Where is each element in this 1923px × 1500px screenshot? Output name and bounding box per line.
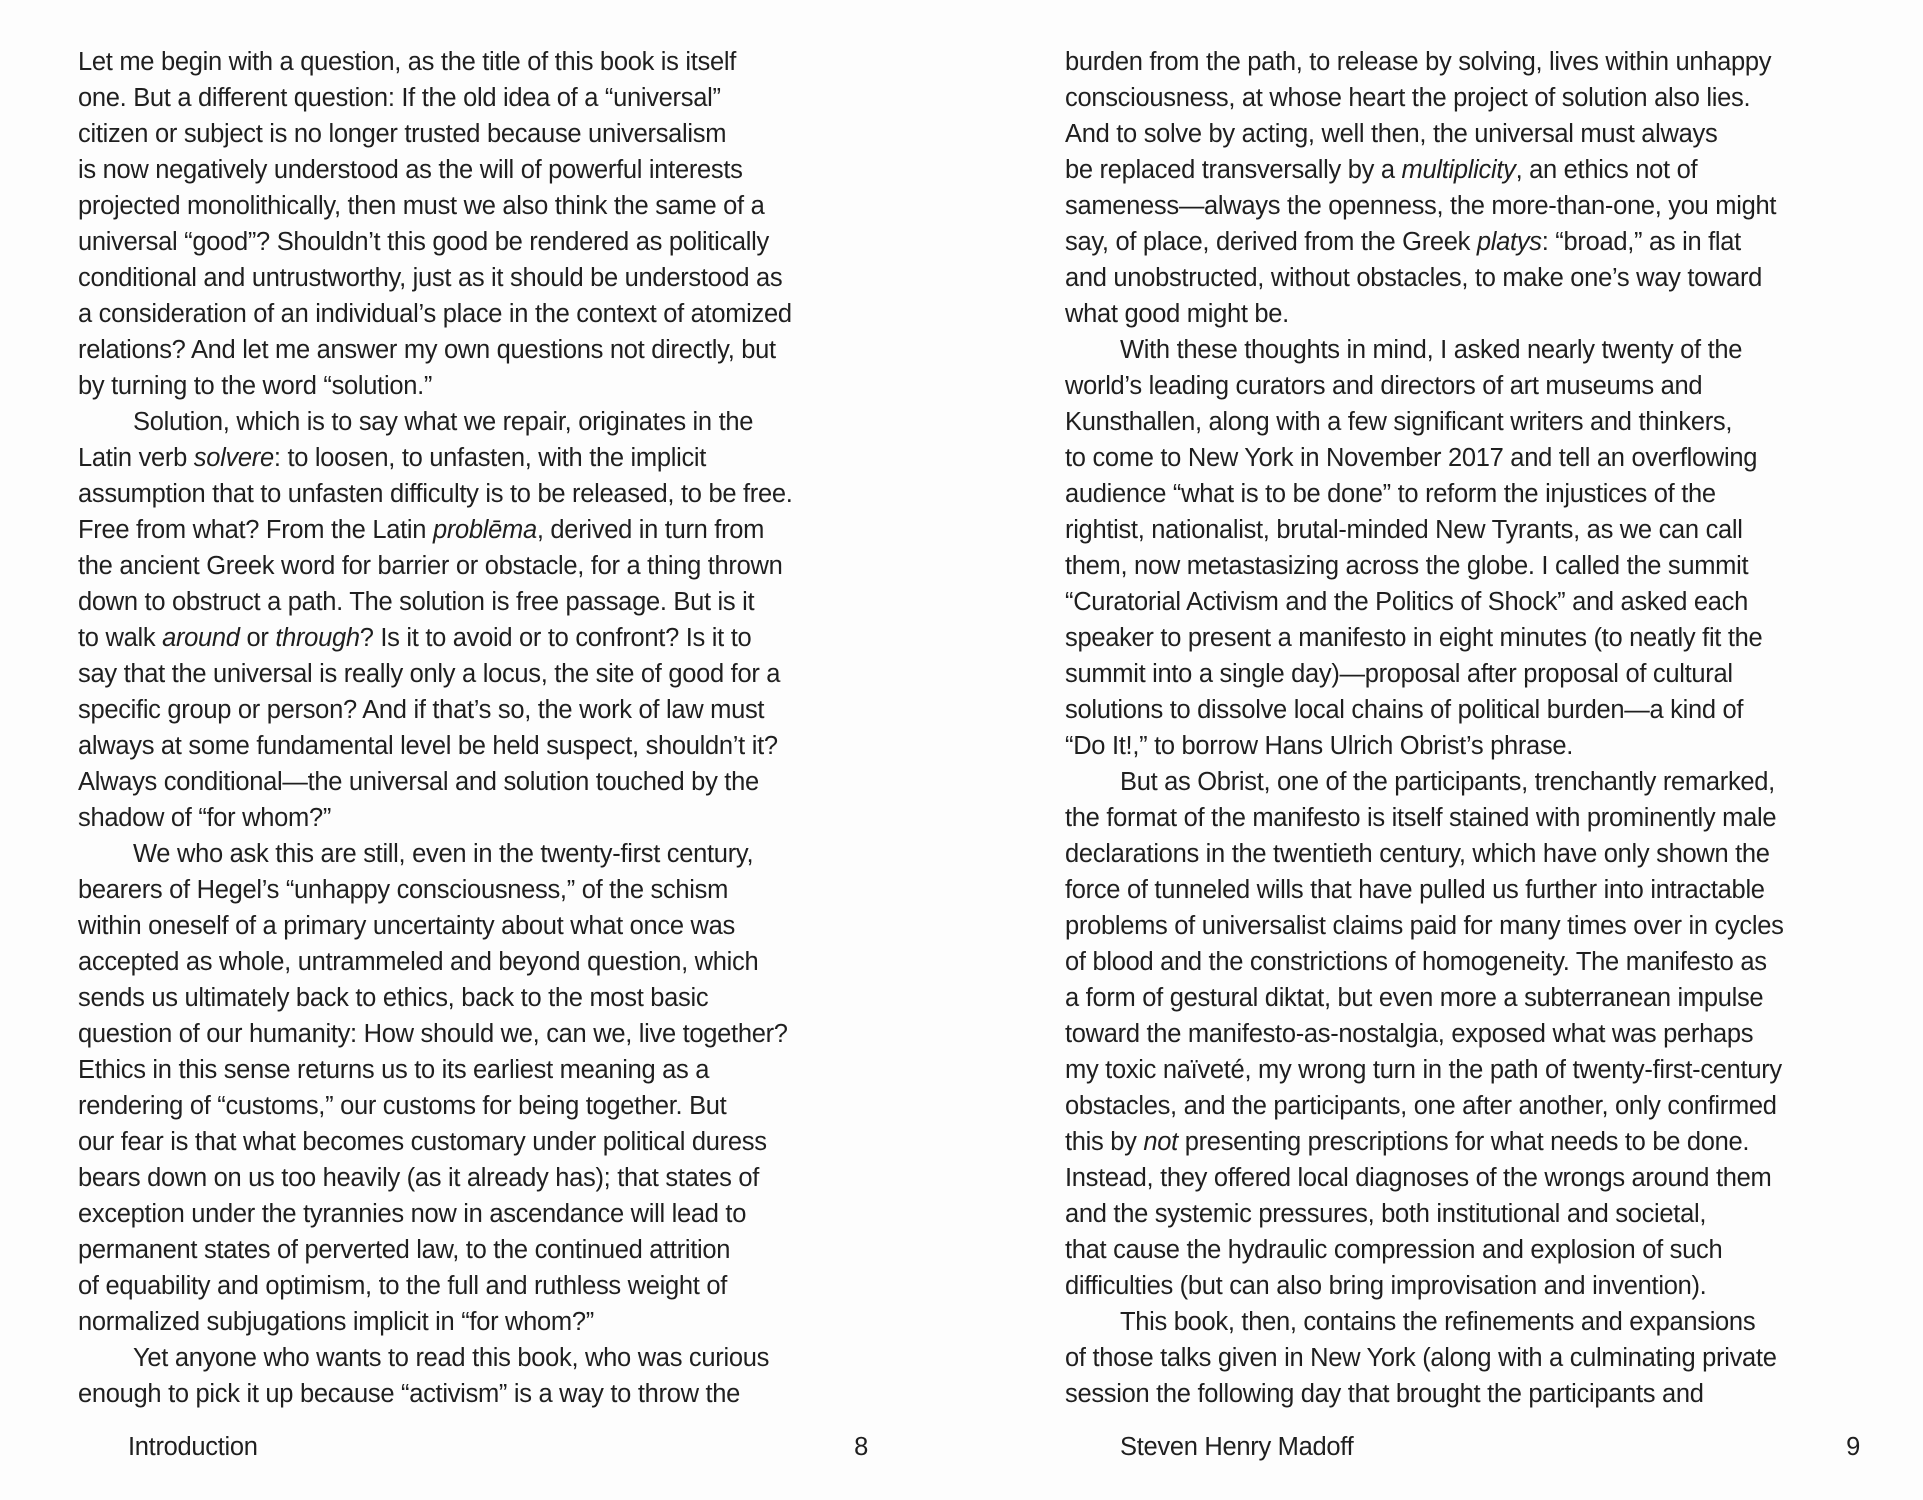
- text-line: Solution, which is to say what we repair, originates in the: [133, 408, 754, 436]
- text-line: Ethics in this sense returns us to its earliest meaning as a: [78, 1056, 710, 1084]
- text-line: problems of universalist claims paid for many times over in cycles: [1065, 912, 1784, 940]
- text-line: is now negatively understood as the will of powerful interests: [78, 156, 743, 184]
- text-line: “Curatorial Activism and the Politics of Shock” and asked each: [1065, 588, 1748, 616]
- text-line: And to solve by acting, well then, the universal must always: [1065, 120, 1718, 148]
- text-line: But as Obrist, one of the participants, trenchantly remarked,: [1120, 768, 1775, 796]
- page-right: [961, 0, 1923, 1500]
- text-line: this by not presenting prescriptions for what needs to be done.: [1065, 1128, 1750, 1156]
- text-line: speaker to present a manifesto in eight minutes (to neatly fit the: [1065, 624, 1763, 652]
- text-line: force of tunneled wills that have pulled us further into intractable: [1065, 876, 1765, 904]
- right-text-column: [1065, 44, 1865, 1412]
- text-line: to come to New York in November 2017 and tell an overflowing: [1065, 444, 1758, 472]
- text-line: consciousness, at whose heart the project of solution also lies.: [1065, 84, 1751, 112]
- text-line: “Do It!,” to borrow Hans Ulrich Obrist’s phrase.: [1065, 732, 1574, 760]
- left-page-footer: [78, 1429, 868, 1465]
- text-line: Yet anyone who wants to read this book, who was curious: [133, 1344, 770, 1372]
- text-line: say that the universal is really only a locus, the site of good for a: [78, 660, 781, 688]
- text-line: burden from the path, to release by solving, lives within unhappy: [1065, 48, 1772, 76]
- left-page-number: 8: [854, 1433, 868, 1461]
- text-line: declarations in the twentieth century, which have only shown the: [1065, 840, 1770, 868]
- text-line: and unobstructed, without obstacles, to make one’s way toward: [1065, 264, 1763, 292]
- text-line: sameness—always the openness, the more-than-one, you might: [1065, 192, 1777, 220]
- text-line: obstacles, and the participants, one after another, only confirmed: [1065, 1092, 1777, 1120]
- text-line: normalized subjugations implicit in “for whom?”: [78, 1308, 594, 1336]
- text-line: bears down on us too heavily (as it already has); that states of: [78, 1164, 760, 1192]
- text-line: our fear is that what becomes customary under political duress: [78, 1128, 767, 1156]
- footer-author-name: Steven Henry Madoff: [1120, 1433, 1354, 1461]
- text-line: them, now metastasizing across the globe. I called the summit: [1065, 552, 1749, 580]
- text-line: Kunsthallen, along with a few significant writers and thinkers,: [1065, 408, 1733, 436]
- text-line: difficulties (but can also bring improvisation and invention).: [1065, 1272, 1707, 1300]
- text-line: of those talks given in New York (along with a culminating private: [1065, 1344, 1777, 1372]
- text-line: session the following day that brought the participants and: [1065, 1380, 1704, 1408]
- text-line: Latin verb solvere: to loosen, to unfasten, with the implicit: [78, 444, 707, 472]
- text-line: the ancient Greek word for barrier or obstacle, for a thing thrown: [78, 552, 783, 580]
- text-line: summit into a single day)—proposal after proposal of cultural: [1065, 660, 1733, 688]
- left-text-column: [78, 44, 878, 1412]
- text-line: say, of place, derived from the Greek platys: “broad,” as in flat: [1065, 228, 1741, 256]
- text-line: accepted as whole, untrammeled and beyond question, which: [78, 948, 759, 976]
- text-line: relations? And let me answer my own questions not directly, but: [78, 336, 776, 364]
- text-line: that cause the hydraulic compression and explosion of such: [1065, 1236, 1723, 1264]
- footer-section-title: Introduction: [128, 1433, 258, 1461]
- text-line: rendering of “customs,” our customs for being together. But: [78, 1092, 727, 1120]
- text-line: what good might be.: [1065, 300, 1289, 328]
- text-line: and the systemic pressures, both institutional and societal,: [1065, 1200, 1707, 1228]
- text-line: Instead, they offered local diagnoses of the wrongs around them: [1065, 1164, 1772, 1192]
- text-line: universal “good”? Shouldn’t this good be rendered as politically: [78, 228, 769, 256]
- text-line: to walk around or through? Is it to avoid or to confront? Is it to: [78, 624, 752, 652]
- text-line: the format of the manifesto is itself stained with prominently male: [1065, 804, 1777, 832]
- text-line: enough to pick it up because “activism” is a way to throw the: [78, 1380, 741, 1408]
- text-line: question of our humanity: How should we, can we, live together?: [78, 1020, 788, 1048]
- text-line: one. But a different question: If the old idea of a “universal”: [78, 84, 721, 112]
- text-line: permanent states of perverted law, to the continued attrition: [78, 1236, 731, 1264]
- right-page-number: 9: [1846, 1433, 1860, 1461]
- text-line: projected monolithically, then must we also think the same of a: [78, 192, 765, 220]
- text-line: a consideration of an individual’s place in the context of atomized: [78, 300, 792, 328]
- text-line: exception under the tyrannies now in ascendance will lead to: [78, 1200, 747, 1228]
- text-line: rightist, nationalist, brutal-minded New Tyrants, as we can call: [1065, 516, 1743, 544]
- text-line: Free from what? From the Latin problēma, derived in turn from: [78, 516, 765, 544]
- text-line: With these thoughts in mind, I asked nearly twenty of the: [1120, 336, 1743, 364]
- text-line: Let me begin with a question, as the title of this book is itself: [78, 48, 737, 76]
- text-line: toward the manifesto-as-nostalgia, exposed what was perhaps: [1065, 1020, 1754, 1048]
- text-line: shadow of “for whom?”: [78, 804, 332, 832]
- text-line: be replaced transversally by a multiplicity, an ethics not of: [1065, 156, 1698, 184]
- text-line: by turning to the word “solution.”: [78, 372, 433, 400]
- text-line: citizen or subject is no longer trusted because universalism: [78, 120, 727, 148]
- right-page-footer: [1065, 1429, 1860, 1465]
- text-line: bearers of Hegel’s “unhappy consciousness,” of the schism: [78, 876, 729, 904]
- text-line: We who ask this are still, even in the twenty-first century,: [133, 840, 754, 868]
- text-line: world’s leading curators and directors of art museums and: [1065, 372, 1703, 400]
- text-line: of equability and optimism, to the full and ruthless weight of: [78, 1272, 728, 1300]
- text-line: audience “what is to be done” to reform the injustices of the: [1065, 480, 1716, 508]
- text-line: specific group or person? And if that’s so, the work of law must: [78, 696, 765, 724]
- page-left: [0, 0, 961, 1500]
- text-line: assumption that to unfasten difficulty is to be released, to be free.: [78, 480, 793, 508]
- text-line: a form of gestural diktat, but even more a subterranean impulse: [1065, 984, 1764, 1012]
- text-line: always at some fundamental level be held suspect, shouldn’t it?: [78, 732, 778, 760]
- text-line: my toxic naïveté, my wrong turn in the path of twenty-first-century: [1065, 1056, 1782, 1084]
- text-line: within oneself of a primary uncertainty about what once was: [78, 912, 735, 940]
- text-line: of blood and the constrictions of homogeneity. The manifesto as: [1065, 948, 1767, 976]
- text-line: Always conditional—the universal and solution touched by the: [78, 768, 759, 796]
- text-line: conditional and untrustworthy, just as it should be understood as: [78, 264, 783, 292]
- text-line: This book, then, contains the refinements and expansions: [1120, 1308, 1756, 1336]
- text-line: sends us ultimately back to ethics, back to the most basic: [78, 984, 709, 1012]
- text-line: solutions to dissolve local chains of political burden—a kind of: [1065, 696, 1744, 724]
- text-line: down to obstruct a path. The solution is free passage. But is it: [78, 588, 755, 616]
